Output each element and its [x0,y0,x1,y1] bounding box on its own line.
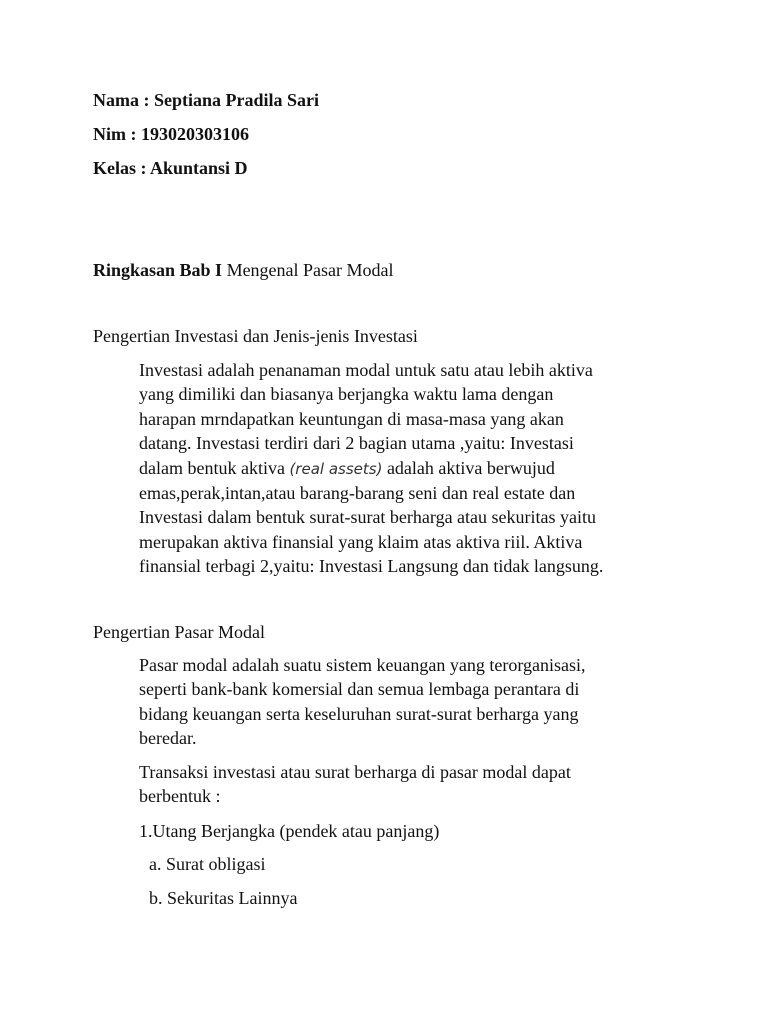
title-bold-part: Ringkasan Bab I [93,260,223,280]
line-text: adalah aktiva berwujud [382,457,555,478]
paragraph-line: beredar. [139,728,197,749]
paragraph-line: Investasi adalah penanaman modal untuk satu atau lebih aktiva [139,360,593,380]
italic-term: (real assets) [289,459,383,478]
paragraph-line: berbentuk : [139,786,221,807]
paragraph-line: Transaksi investasi atau surat berharga di pasar modal dapat [139,762,571,782]
paragraph-line [139,456,603,481]
paragraph-line: Investasi dalam bentuk surat-surat berharga atau sekuritas yaitu [139,507,597,528]
paragraph-line: merupakan aktiva finansial yang klaim atas aktiva riil. Aktiva [139,531,583,552]
paragraph-line: harapan mrndapatkan keuntungan di masa-masa yang akan [139,408,564,429]
paragraph-line: yang dimiliki dan biasanya berjangka waktu lama dengan [139,384,554,405]
paragraph-line: bidang keuangan serta keseluruhan surat-surat berharga yang [139,703,579,724]
document-title [93,258,394,282]
paragraph-line: emas,perak,intan,atau barang-barang seni dan real estate dan [139,483,576,504]
section2-paragraph-1 [139,653,586,751]
list-item-1: 1.Utang Berjangka (pendek atau panjang) [139,821,440,841]
sub-item-a: a. Surat obligasi [149,854,266,874]
section2-heading: Pengertian Pasar Modal [93,622,265,642]
student-class: Kelas : Akuntansi D [93,158,248,178]
student-name: Nama : Septiana Pradila Sari [93,90,320,110]
title-regular-part: Mengenal Pasar Modal [222,260,394,280]
paragraph-line: datang. Investasi terdiri dari 2 bagian utama ,yaitu: Investasi [139,433,574,454]
paragraph-line: Pasar modal adalah suatu sistem keuangan yang terorganisasi, [139,655,586,675]
section1-paragraph [139,358,603,579]
section2-paragraph-2 [139,760,571,809]
paragraph-line: seperti bank-bank komersial dan semua lembaga perantara di [139,679,580,700]
line-text: dalam bentuk aktiva [139,457,290,478]
section1-heading: Pengertian Investasi dan Jenis-jenis Investasi [93,326,418,346]
student-nim: Nim : 193020303106 [93,124,249,144]
paragraph-line: finansial terbagi 2,yaitu: Investasi Langsung dan tidak langsung. [139,556,604,577]
sub-item-b: b. Sekuritas Lainnya [149,888,298,908]
